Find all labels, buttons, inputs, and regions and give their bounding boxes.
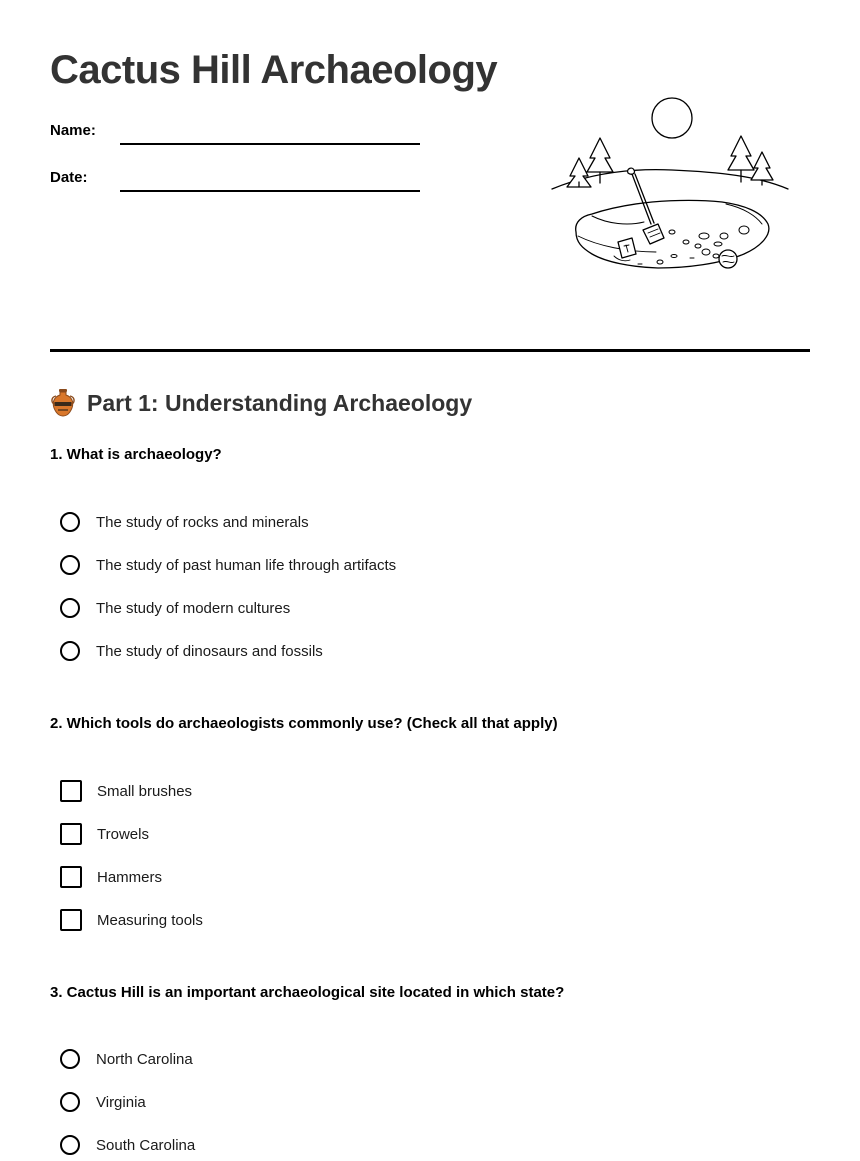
q2-option-4[interactable]	[60, 908, 203, 932]
q3-option-3[interactable]	[60, 1133, 195, 1157]
option-label: Hammers	[97, 868, 163, 886]
q2-option-3[interactable]	[60, 865, 162, 889]
q3-option-2[interactable]	[60, 1090, 146, 1114]
q2-option-1[interactable]	[60, 779, 192, 803]
dig-site-illustration	[548, 96, 793, 276]
question-1: 1. What is archaeology?	[50, 446, 222, 463]
radio-button[interactable]	[60, 512, 80, 532]
date-label: Date:	[50, 169, 88, 186]
q1-option-2[interactable]	[60, 553, 396, 577]
amphora-icon	[50, 388, 76, 418]
checkbox[interactable]	[60, 823, 82, 845]
option-label: The study of modern cultures	[96, 599, 291, 617]
radio-button[interactable]	[60, 1135, 80, 1155]
option-label: The study of past human life through artifacts	[96, 556, 397, 574]
checkbox[interactable]	[60, 909, 82, 931]
option-label: Virginia	[96, 1093, 146, 1111]
section-heading-part1	[50, 388, 472, 418]
sun-icon	[652, 98, 692, 138]
section-divider	[50, 349, 810, 352]
q1-option-1[interactable]	[60, 510, 309, 534]
name-label: Name:	[50, 122, 96, 139]
radio-button[interactable]	[60, 1092, 80, 1112]
radio-button[interactable]	[60, 598, 80, 618]
option-label: Measuring tools	[97, 911, 203, 929]
q1-option-3[interactable]	[60, 596, 290, 620]
option-label: Trowels	[97, 825, 149, 843]
q2-option-2[interactable]	[60, 822, 149, 846]
name-line[interactable]	[120, 143, 420, 145]
page-title: Cactus Hill Archaeology	[50, 48, 498, 92]
option-label: North Carolina	[96, 1050, 193, 1068]
option-label: South Carolina	[96, 1136, 196, 1154]
radio-button[interactable]	[60, 555, 80, 575]
q1-option-4[interactable]	[60, 639, 323, 663]
radio-button[interactable]	[60, 641, 80, 661]
date-line[interactable]	[120, 190, 420, 192]
question-3: 3. Cactus Hill is an important archaeological site located in which state?	[50, 984, 565, 1001]
option-label: The study of rocks and minerals	[96, 513, 309, 531]
question-2: 2. Which tools do archaeologists commonly use? (Check all that apply)	[50, 715, 558, 732]
option-label: The study of dinosaurs and fossils	[96, 642, 323, 660]
q3-option-1[interactable]	[60, 1047, 193, 1071]
option-label: Small brushes	[97, 782, 193, 800]
section-heading-text: Part 1: Understanding Archaeology	[87, 389, 473, 416]
tree-icon	[751, 152, 773, 185]
checkbox[interactable]	[60, 866, 82, 888]
radio-button[interactable]	[60, 1049, 80, 1069]
stone-icon	[719, 250, 737, 268]
checkbox[interactable]	[60, 780, 82, 802]
